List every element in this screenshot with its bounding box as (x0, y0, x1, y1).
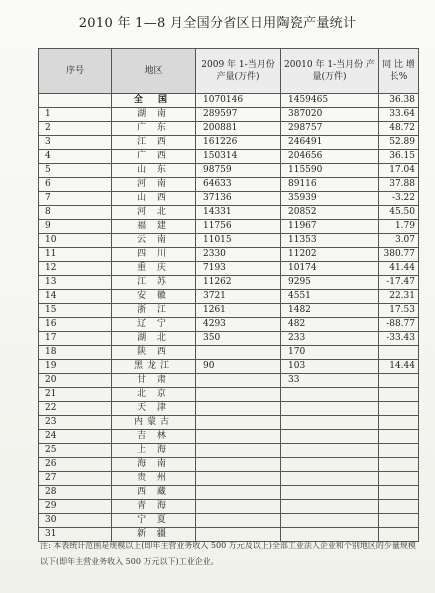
cell-2010-output: 11967 (281, 220, 379, 234)
cell-index: 12 (39, 262, 112, 276)
cell-growth (379, 346, 419, 360)
cell-growth: 3.07 (379, 234, 419, 248)
table-row (39, 346, 419, 360)
cell-index: 27 (39, 472, 112, 486)
cell-growth: 52.89 (379, 136, 419, 150)
cell-2010-output (281, 500, 379, 514)
cell-2009-output (196, 430, 281, 444)
cell-region: 黑龙江 (112, 360, 196, 374)
cell-region: 山 西 (112, 192, 196, 206)
table-row (39, 178, 419, 192)
cell-growth: -88.77 (379, 318, 419, 332)
cell-growth: 37.88 (379, 178, 419, 192)
cell-2009-output (196, 486, 281, 500)
cell-growth (379, 500, 419, 514)
cell-index: 24 (39, 430, 112, 444)
cell-growth: 22.31 (379, 290, 419, 304)
cell-region: 安 徽 (112, 290, 196, 304)
cell-region: 江 苏 (112, 276, 196, 290)
cell-index: 7 (39, 192, 112, 206)
cell-region: 陕 西 (112, 346, 196, 360)
cell-region: 西 藏 (112, 486, 196, 500)
table-row (39, 402, 419, 416)
table-row (39, 374, 419, 388)
cell-2009-output (196, 514, 281, 528)
table-row (39, 444, 419, 458)
page-title: 2010 年 1—8 月全国分省区日用陶瓷产量统计 (78, 16, 357, 31)
cell-index (39, 94, 112, 108)
cell-2009-output: 1070146 (196, 94, 281, 108)
cell-region: 河 南 (112, 178, 196, 192)
cell-2010-output: 298757 (281, 122, 379, 136)
cell-region: 海 南 (112, 458, 196, 472)
cell-region: 广 东 (112, 122, 196, 136)
cell-2010-output (281, 402, 379, 416)
table-row (39, 122, 419, 136)
table-row (39, 192, 419, 206)
cell-index: 10 (39, 234, 112, 248)
cell-growth (379, 472, 419, 486)
cell-region: 山 东 (112, 164, 196, 178)
cell-growth: -17.47 (379, 276, 419, 290)
cell-index: 13 (39, 276, 112, 290)
cell-2009-output: 11015 (196, 234, 281, 248)
cell-index: 4 (39, 150, 112, 164)
cell-growth: 48.72 (379, 122, 419, 136)
header-index: 序号 (39, 49, 112, 94)
cell-growth (379, 416, 419, 430)
cell-2009-output (196, 472, 281, 486)
table-row (39, 206, 419, 220)
table-row (39, 108, 419, 122)
table-row (39, 360, 419, 374)
cell-region: 甘 肃 (112, 374, 196, 388)
cell-growth: 14.44 (379, 360, 419, 374)
cell-region: 上 海 (112, 444, 196, 458)
cell-index: 25 (39, 444, 112, 458)
cell-2009-output (196, 402, 281, 416)
table-row (39, 136, 419, 150)
cell-region: 青 海 (112, 500, 196, 514)
cell-index: 28 (39, 486, 112, 500)
cell-index: 5 (39, 164, 112, 178)
cell-growth: 17.04 (379, 164, 419, 178)
header-2009-output: 2009 年 1-当月份 产量(万件) (196, 49, 281, 94)
cell-2009-output (196, 416, 281, 430)
cell-2010-output: 4551 (281, 290, 379, 304)
table-row (39, 220, 419, 234)
cell-index: 16 (39, 318, 112, 332)
cell-index: 8 (39, 206, 112, 220)
cell-region: 江 西 (112, 136, 196, 150)
cell-2010-output: 35939 (281, 192, 379, 206)
cell-2009-output: 2330 (196, 248, 281, 262)
cell-index: 31 (39, 528, 112, 542)
cell-index: 21 (39, 388, 112, 402)
cell-2010-output: 233 (281, 332, 379, 346)
cell-2009-output: 11262 (196, 276, 281, 290)
table-row (39, 458, 419, 472)
cell-growth (379, 374, 419, 388)
cell-growth: 17.53 (379, 304, 419, 318)
cell-index: 26 (39, 458, 112, 472)
cell-index: 9 (39, 220, 112, 234)
cell-2010-output: 11202 (281, 248, 379, 262)
cell-2010-output: 115590 (281, 164, 379, 178)
cell-2010-output (281, 388, 379, 402)
table-header-row (39, 49, 419, 94)
cell-growth: 1.79 (379, 220, 419, 234)
cell-2009-output (196, 388, 281, 402)
table-row (39, 430, 419, 444)
cell-region: 福 建 (112, 220, 196, 234)
cell-2009-output (196, 500, 281, 514)
cell-2010-output: 246491 (281, 136, 379, 150)
table-row (39, 388, 419, 402)
cell-index: 30 (39, 514, 112, 528)
cell-2010-output: 1459465 (281, 94, 379, 108)
cell-region: 吉 林 (112, 430, 196, 444)
cell-region: 河 北 (112, 206, 196, 220)
cell-growth (379, 402, 419, 416)
table-row (39, 276, 419, 290)
table-row (39, 472, 419, 486)
cell-2009-output: 11756 (196, 220, 281, 234)
footnote: 注: 本表统计范围是规模以上(即年主营业务收入 500 万元及以上)全部工业法人企业和个别地区的少量规模以下(即年主营业务收入 500 万元以下)工业企业。 (40, 541, 416, 566)
cell-region: 新 疆 (112, 528, 196, 542)
cell-index: 11 (39, 248, 112, 262)
table-row (39, 500, 419, 514)
cell-growth: 36.38 (379, 94, 419, 108)
table-row (39, 486, 419, 500)
cell-2010-output: 20852 (281, 206, 379, 220)
cell-2010-output (281, 430, 379, 444)
table-row (39, 290, 419, 304)
cell-index: 14 (39, 290, 112, 304)
cell-2010-output: 89116 (281, 178, 379, 192)
production-table (38, 48, 419, 542)
cell-2009-output: 289597 (196, 108, 281, 122)
cell-2009-output: 4293 (196, 318, 281, 332)
cell-2010-output (281, 486, 379, 500)
cell-2009-output (196, 458, 281, 472)
cell-2010-output (281, 458, 379, 472)
cell-region: 重 庆 (112, 262, 196, 276)
cell-2010-output: 103 (281, 360, 379, 374)
cell-2009-output (196, 444, 281, 458)
header-growth: 同 比 增 长% (379, 49, 419, 94)
table-row (39, 332, 419, 346)
cell-index: 3 (39, 136, 112, 150)
cell-index: 17 (39, 332, 112, 346)
cell-index: 29 (39, 500, 112, 514)
cell-region: 宁 夏 (112, 514, 196, 528)
cell-index: 6 (39, 178, 112, 192)
cell-growth (379, 444, 419, 458)
table-row (39, 164, 419, 178)
table-row (39, 262, 419, 276)
cell-2009-output: 150314 (196, 150, 281, 164)
cell-region: 全 国 (112, 94, 196, 108)
cell-region: 内蒙古 (112, 416, 196, 430)
cell-2010-output: 204656 (281, 150, 379, 164)
cell-region: 广 西 (112, 150, 196, 164)
cell-index: 2 (39, 122, 112, 136)
table-row-total (39, 94, 419, 108)
cell-index: 19 (39, 360, 112, 374)
cell-growth: 36.15 (379, 150, 419, 164)
cell-region: 湖 南 (112, 108, 196, 122)
cell-2010-output: 387020 (281, 108, 379, 122)
cell-2010-output: 11353 (281, 234, 379, 248)
cell-2010-output (281, 444, 379, 458)
cell-growth: 45.50 (379, 206, 419, 220)
cell-growth (379, 458, 419, 472)
cell-growth: 33.64 (379, 108, 419, 122)
cell-2010-output: 170 (281, 346, 379, 360)
cell-region: 云 南 (112, 234, 196, 248)
cell-region: 贵 州 (112, 472, 196, 486)
cell-index: 1 (39, 108, 112, 122)
table-row (39, 514, 419, 528)
cell-index: 18 (39, 346, 112, 360)
table-row (39, 150, 419, 164)
cell-2009-output: 14331 (196, 206, 281, 220)
cell-2010-output (281, 514, 379, 528)
cell-growth (379, 514, 419, 528)
cell-2009-output: 64633 (196, 178, 281, 192)
cell-2010-output (281, 472, 379, 486)
header-region: 地区 (112, 49, 196, 94)
cell-region: 辽 宁 (112, 318, 196, 332)
cell-region: 天 津 (112, 402, 196, 416)
cell-2009-output: 1261 (196, 304, 281, 318)
cell-region: 湖 北 (112, 332, 196, 346)
cell-2010-output: 1482 (281, 304, 379, 318)
cell-region: 四 川 (112, 248, 196, 262)
cell-index: 22 (39, 402, 112, 416)
cell-2009-output: 98759 (196, 164, 281, 178)
cell-2009-output: 37136 (196, 192, 281, 206)
cell-2009-output: 90 (196, 360, 281, 374)
cell-2009-output: 7193 (196, 262, 281, 276)
cell-growth (379, 430, 419, 444)
cell-index: 23 (39, 416, 112, 430)
cell-2009-output (196, 374, 281, 388)
table-row (39, 416, 419, 430)
table-row (39, 304, 419, 318)
cell-growth (379, 486, 419, 500)
header-2010-output: 20010 年 1-当月份 产量(万件) (281, 49, 379, 94)
cell-region: 北 京 (112, 388, 196, 402)
cell-2010-output: 9295 (281, 276, 379, 290)
cell-index: 15 (39, 304, 112, 318)
table-row (39, 234, 419, 248)
cell-growth: -33.43 (379, 332, 419, 346)
cell-index: 20 (39, 374, 112, 388)
cell-2009-output: 200881 (196, 122, 281, 136)
cell-growth: 41.44 (379, 262, 419, 276)
cell-2010-output (281, 416, 379, 430)
cell-region: 浙 江 (112, 304, 196, 318)
cell-2009-output: 350 (196, 332, 281, 346)
cell-growth: 380.77 (379, 248, 419, 262)
cell-2010-output: 33 (281, 374, 379, 388)
cell-2010-output: 10174 (281, 262, 379, 276)
cell-growth (379, 388, 419, 402)
table-row (39, 248, 419, 262)
table-row (39, 318, 419, 332)
cell-growth: -3.22 (379, 192, 419, 206)
cell-2009-output: 3721 (196, 290, 281, 304)
cell-2009-output (196, 346, 281, 360)
cell-2009-output: 161226 (196, 136, 281, 150)
cell-2010-output: 482 (281, 318, 379, 332)
